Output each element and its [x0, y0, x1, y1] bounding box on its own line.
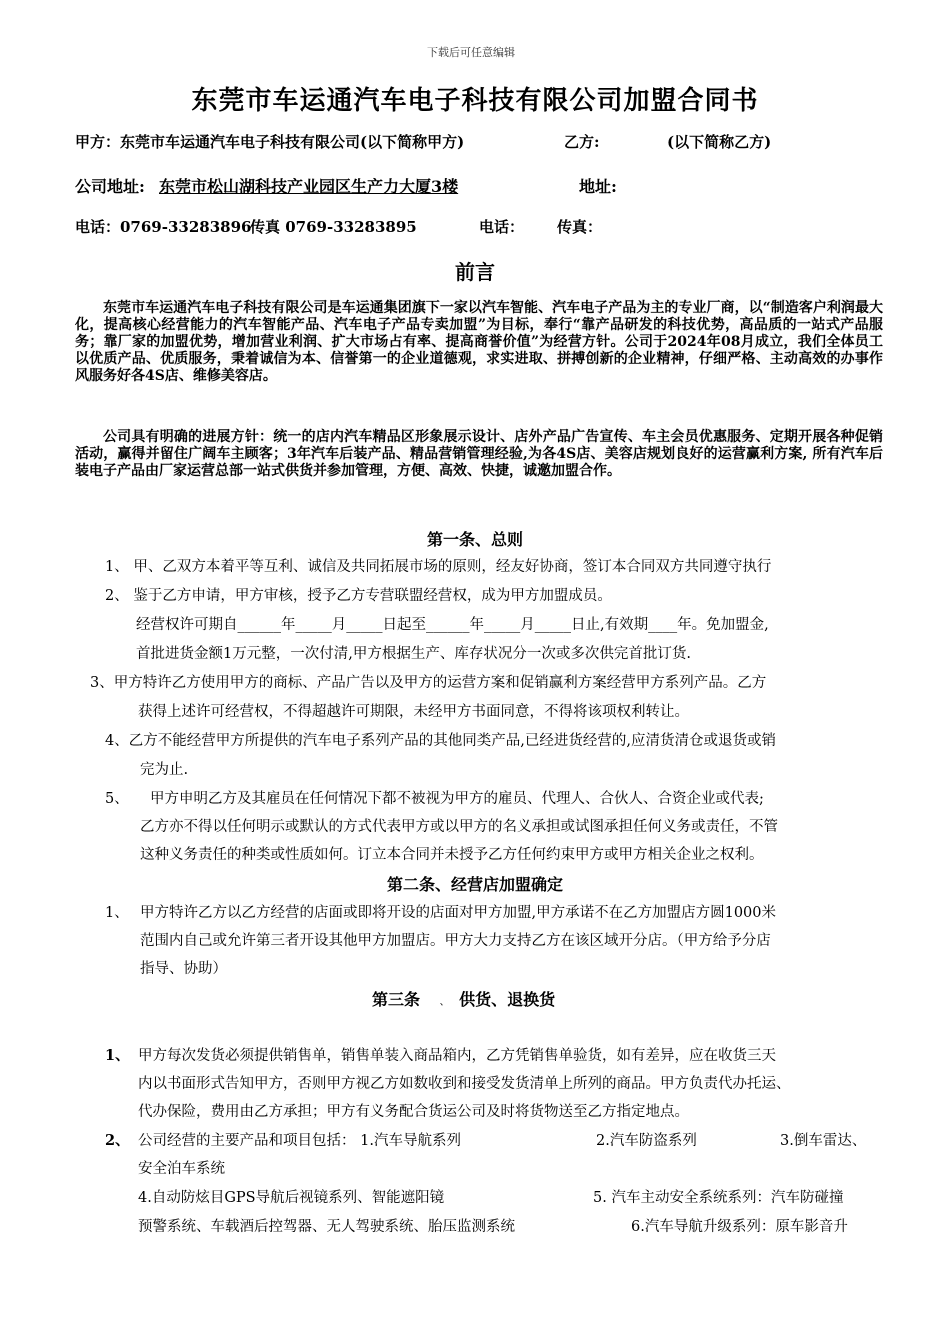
section-3-line-7: 预警系统、车载酒后控驾器、无人驾驶系统、胎压监测系统 — [138, 1219, 515, 1235]
party-a: 甲方：东莞市车运通汽车电子科技有限公司(以下简称甲方) — [75, 133, 465, 151]
section-3-title-part-1: 第三条 — [372, 990, 421, 1009]
section-1-line-4: 首批进货金额1万元整，一次付清,甲方根据生产、库存状况分一次或多次供完首批订货. — [136, 646, 691, 662]
section-1-line-8: 完为止. — [140, 762, 189, 778]
section-3-line-4-col-3: 3.倒车雷达、 — [780, 1133, 867, 1149]
preface-paragraph-1: 东莞市车运通汽车电子科技有限公司是车运通集团旗下一家以汽车智能、汽车电子产品为主的专业厂商，以“制造客户利润最大化，提高核心经营能力的汽车智能产品、汽车电子产品专卖加盟”为目标，奉行“靠产品研发的科技优势，高品质的一站式产品服务；靠厂家的加盟优势，增加营业利润、扩大市场占有率、提高商誉价值”为经营方针。公司于2024年08月成立，我们全体员工以优质产品、优质服务，秉着诚信为本、信誉第一的企业道德观，求实进取、拼搏创新的企业精神，仔细严格、主动高效的办事作风服务好各4S店、维修美容店。 — [75, 300, 883, 384]
section-3-line-4-col-2: 2.汽车防盗系列 — [596, 1133, 697, 1149]
party-b-label: 乙方: — [564, 133, 600, 151]
address-value: 东莞市松山湖科技产业园区生产力大厦3楼 — [159, 177, 459, 196]
section-3-line-6: 4.自动防炫目GPS导航后视镜系列、智能遮阳镜 — [138, 1190, 445, 1206]
address-label: 公司地址: — [75, 177, 145, 196]
section-2-line-2: 范围内自己或允许第三者开设其他甲方加盟店。甲方大力支持乙方在该区域开分店。（甲方给予分店 — [140, 933, 771, 949]
section-3-line-6-col-2: 5. 汽车主动安全系统系列：汽车防碰撞 — [593, 1190, 844, 1206]
section-2-line-1-number: 1、 — [105, 905, 129, 921]
section-3-title — [372, 987, 555, 1010]
section-3-title-mark: 、 — [439, 997, 450, 1008]
section-3-title-part-2: 供货、退换货 — [459, 990, 556, 1009]
section-1-line-9-number: 5、 — [105, 791, 129, 807]
top-note: 下载后可任意编辑 — [427, 46, 515, 59]
section-1-title: 第一条、总则 — [426, 530, 523, 549]
section-3-line-7-col-2: 6.汽车导航升级系列：原车影音升 — [631, 1219, 848, 1235]
party-b-note: (以下简称乙方) — [667, 133, 772, 151]
section-3-line-2: 内以书面形式告知甲方，否则甲方视乙方如数收到和接受发货清单上所列的商品。甲方负责代办托运、 — [138, 1076, 791, 1092]
fax-a: 传真 0769-33283895 — [250, 218, 417, 236]
section-1-line-1: 1、 甲、乙双方本着平等互利、诚信及共同拓展市场的原则，经友好协商，签订本合同双方共同遵守执行 — [105, 559, 772, 575]
section-3-line-3: 代办保险，费用由乙方承担；甲方有义务配合货运公司及时将货物送至乙方指定地点。 — [138, 1104, 689, 1120]
section-2-title: 第二条、经营店加盟确定 — [386, 875, 563, 894]
preface-paragraph-2: 公司具有明确的进展方针：统一的店内汽车精品区形象展示设计、店外产品广告宣传、车主会员优惠服务、定期开展各种促销活动，赢得并留住广阔车主顾客；3年汽车后装产品、精品营销管理经验,为各4S店、美容店规划良好的运营赢利方案, 所有汽车后装电子产品由厂家运营总部一站式供货并参加管理，方便、高效、快捷，诚邀加盟合作。 — [75, 429, 883, 479]
address-b-label: 地址: — [579, 177, 617, 196]
preface-title: 前言 — [455, 260, 495, 284]
document-title: 东莞市车运通汽车电子科技有限公司加盟合同书 — [191, 86, 759, 116]
section-1-line-5: 3、甲方特许乙方使用甲方的商标、产品广告以及甲方的运营方案和促销赢利方案经营甲方系列产品。乙方 — [90, 675, 767, 691]
section-3-item-2-number: 2、 — [105, 1132, 130, 1149]
phone-a: 电话：0769-33283896 — [75, 218, 252, 236]
section-1-line-7: 4、乙方不能经营甲方所提供的汽车电子系列产品的其他同类产品,已经进货经营的,应清货清仓或退货或销 — [105, 733, 776, 749]
fax-b: 传真： — [557, 218, 603, 236]
section-1-line-2: 2、 鉴于乙方申请，甲方审核，授予乙方专营联盟经营权，成为甲方加盟成员。 — [105, 588, 612, 604]
section-3-item-1-number: 1、 — [105, 1047, 130, 1064]
section-1-line-11: 这种义务责任的种类或性质如何。订立本合同并未授予乙方任何约束甲方或甲方相关企业之权利。 — [140, 847, 764, 863]
section-1-line-3: 经营权许可期自______年_____月_____日起至______年_____月_____日止,有效期____年。免加盟金, — [136, 617, 769, 633]
section-1-line-6: 获得上述许可经营权，不得超越许可期限，未经甲方书面同意，不得将该项权利转让。 — [138, 704, 689, 720]
section-3-line-4: 公司经营的主要产品和项目包括： 1.汽车导航系列 — [138, 1133, 461, 1149]
section-3-line-5: 安全泊车系统 — [138, 1161, 225, 1177]
section-1-line-10: 乙方亦不得以任何明示或默认的方式代表甲方或以甲方的名义承担或试图承担任何义务或责任，不管 — [140, 819, 778, 835]
phone-b: 电话： — [479, 218, 525, 236]
section-2-line-3: 指导、协助） — [140, 961, 227, 977]
section-1-line-9: 甲方申明乙方及其雇员在任何情况下都不被视为甲方的雇员、代理人、合伙人、合资企业或代表; — [150, 791, 764, 807]
section-3-line-1: 甲方每次发货必须提供销售单，销售单装入商品箱内，乙方凭销售单验货，如有差异，应在收货三天 — [138, 1048, 776, 1064]
section-2-line-1: 甲方特许乙方以乙方经营的店面或即将开设的店面对甲方加盟,甲方承诺不在乙方加盟店方圆1000米 — [140, 905, 777, 921]
